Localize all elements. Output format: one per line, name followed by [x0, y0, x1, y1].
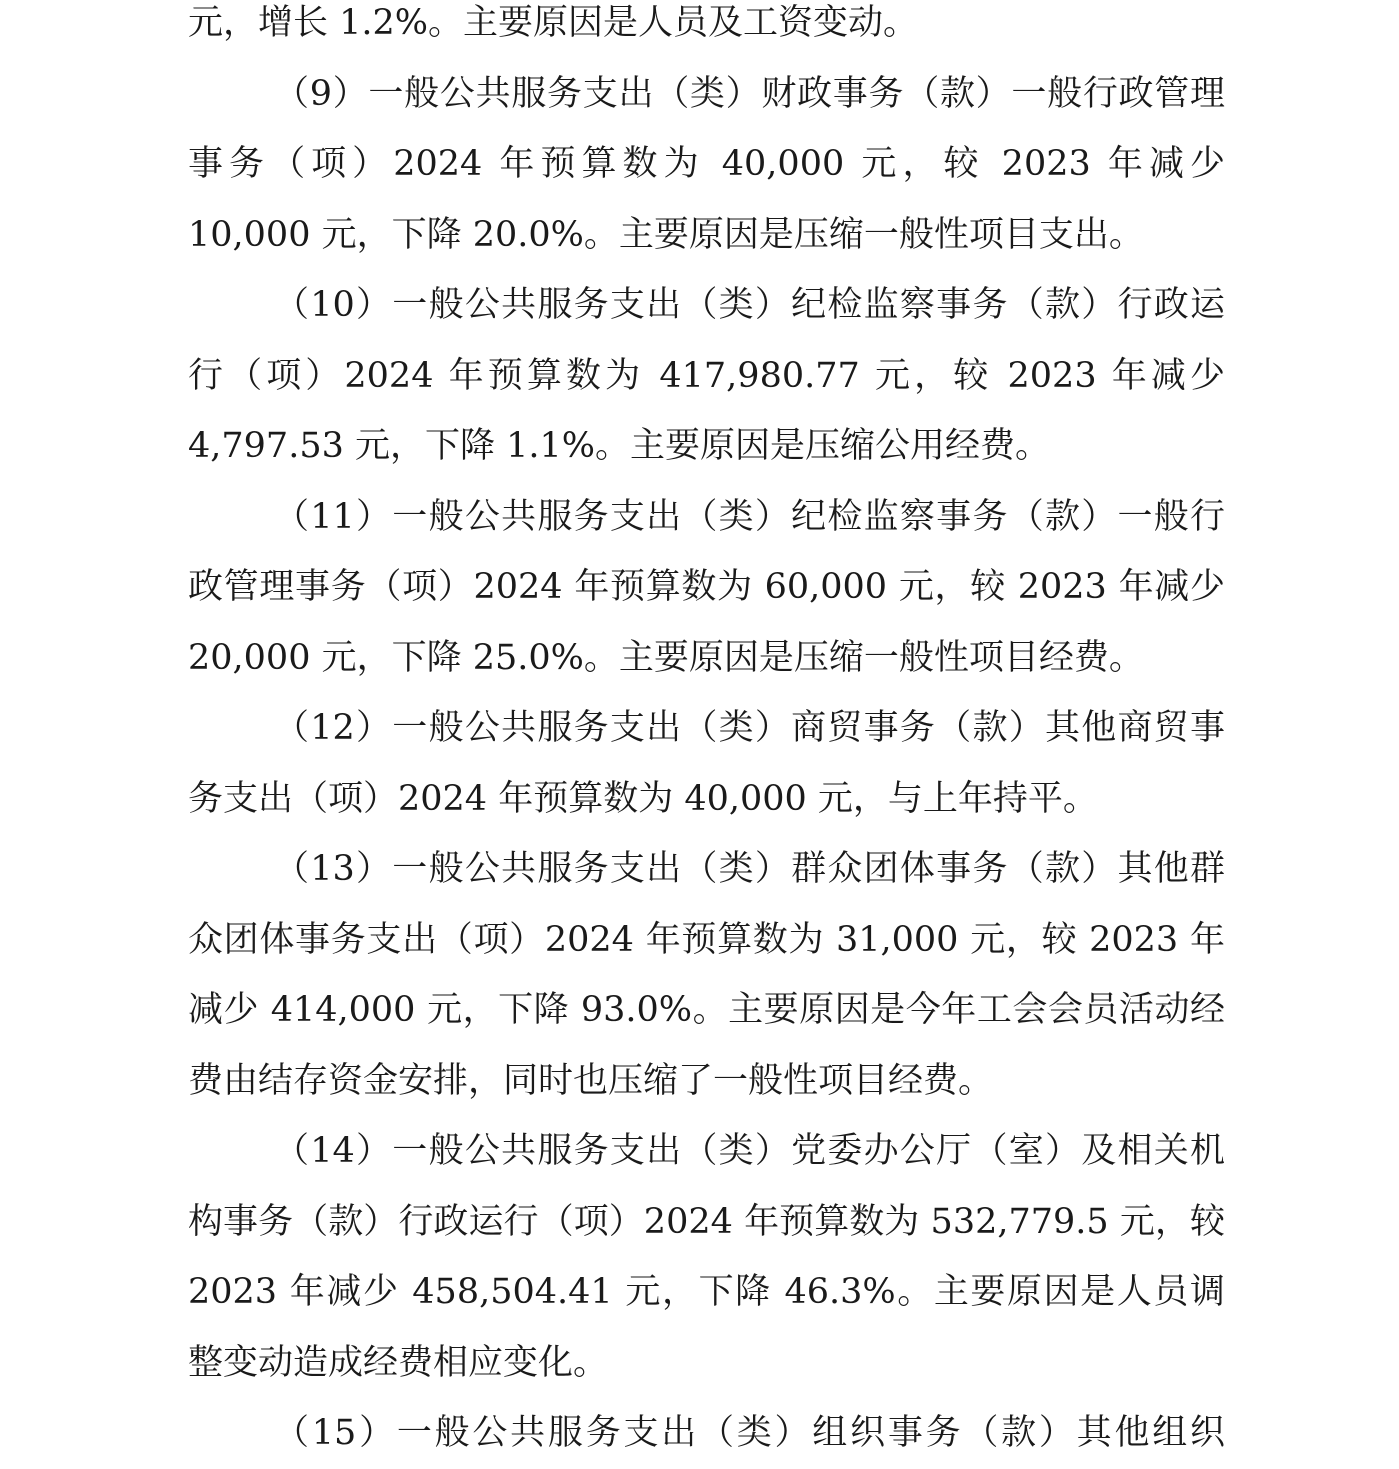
paragraph-item-15: （15）一般公共服务支出（类）组织事务（款）其他组织 [274, 1413, 1225, 1453]
paragraph-8-continuation: 元，增长 1.2%。主要原因是人员及工资变动。 [188, 3, 919, 43]
document-page [188, 0, 1225, 1469]
paragraph-item-14: （14）一般公共服务支出（类）党委办公厅（室）及相关机构事务（款）行政运行（项）2024 年预算数为 532,779.5 元，较 2023 年减少 458,504.41 元，下降 46.3%。主要原因是人员调整变动造成经费相应变化。 [188, 1131, 1225, 1383]
paragraph-item-11: （11）一般公共服务支出（类）纪检监察事务（款）一般行政管理事务（项）2024 年预算数为 60,000 元，较 2023 年减少 20,000 元，下降 25.0%。主要原因是压缩一般性项目经费。 [188, 496, 1225, 678]
paragraph-item-13: （13）一般公共服务支出（类）群众团体事务（款）其他群众团体事务支出（项）2024 年预算数为 31,000 元，较 2023 年减少 414,000 元，下降 93.0%。主要原因是今年工会会员活动经费由结存资金安排，同时也压缩了一般性项目经费。 [188, 849, 1225, 1101]
paragraph-item-12: （12）一般公共服务支出（类）商贸事务（款）其他商贸事务支出（项）2024 年预算数为 40,000 元，与上年持平。 [188, 708, 1225, 819]
paragraph-item-10: （10）一般公共服务支出（类）纪检监察事务（款）行政运行（项）2024 年预算数为 417,980.77 元，较 2023 年减少 4,797.53 元，下降 1.1%。主要原因是压缩公用经费。 [188, 285, 1225, 466]
paragraph-item-9: （9）一般公共服务支出（类）财政事务（款）一般行政管理事务（项）2024 年预算数为 40,000 元，较 2023 年减少 10,000 元，下降 20.0%。主要原因是压缩一般性项目支出。 [188, 73, 1225, 255]
